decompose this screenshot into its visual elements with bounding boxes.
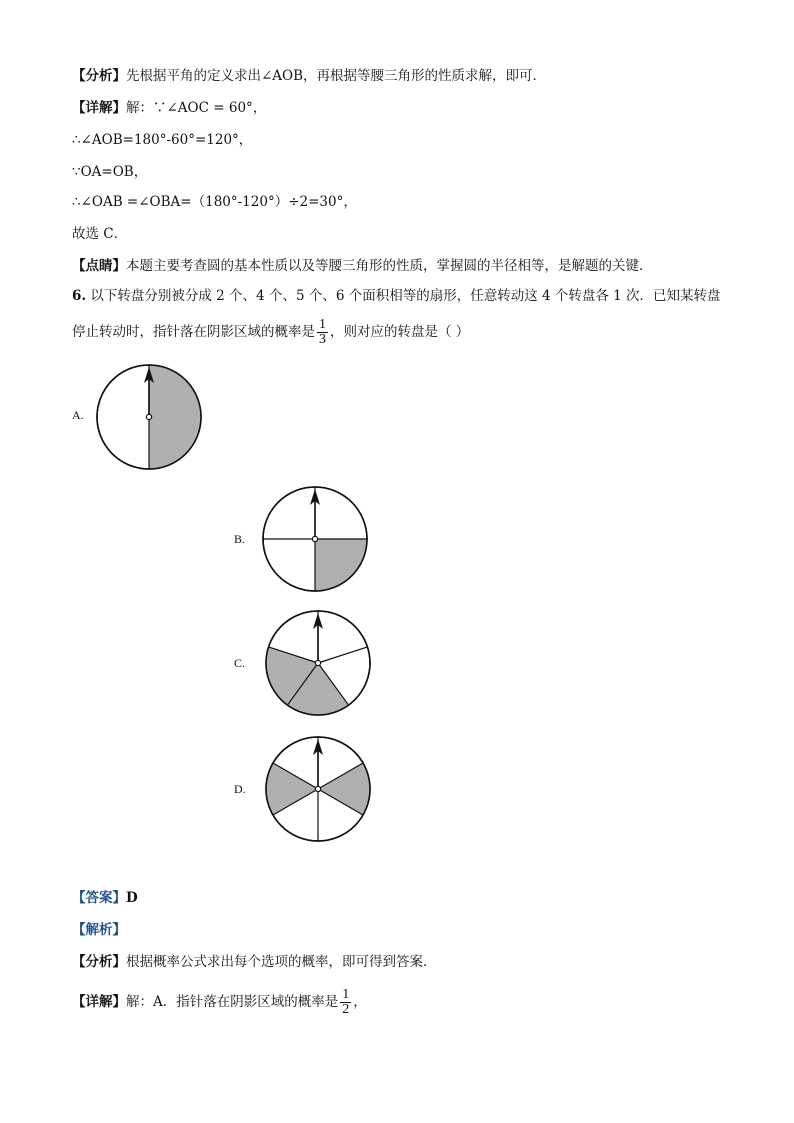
prev-step-3: ∵OA=OB， xyxy=(72,164,148,180)
prev-choice: 故选 C． xyxy=(72,226,128,242)
option-a-label: A. xyxy=(72,408,84,422)
answer-analysis-text: 根据概率公式求出每个选项的概率，即可得到答案． xyxy=(126,954,437,970)
prev-analysis-line xyxy=(72,66,546,86)
prev-comment-line xyxy=(72,256,653,276)
answer-detail-line xyxy=(72,988,367,1017)
option-c-label: C. xyxy=(234,656,246,670)
pivot xyxy=(315,786,320,791)
analysis-tag: 【分析】 xyxy=(72,68,126,84)
question-number: 6. xyxy=(72,288,87,304)
question-text-1: 以下转盘分别被分成 2 个、4 个、5 个、6 个面积相等的扇形，任意转动这 4 个转盘各 1 次．已知某转盘 xyxy=(90,288,721,304)
prev-step-4: ∴∠OAB =∠OBA=（180°-120°）÷2=30°， xyxy=(72,194,357,210)
answer-value: D xyxy=(126,890,138,906)
spinner-b xyxy=(262,486,368,592)
answer-fraction xyxy=(340,988,351,1017)
answer-detail-tag: 【详解】 xyxy=(72,994,126,1010)
question-text-2b: ，则对应的转盘是（ ） xyxy=(330,324,470,340)
analysis-text: 先根据平角的定义求出∠AOB，再根据等腰三角形的性质求解，即可． xyxy=(126,68,547,84)
pivot xyxy=(146,414,151,419)
answer-line xyxy=(72,888,138,908)
prev-step-2: ∴∠AOB=180°-60°=120°， xyxy=(72,132,253,148)
explain-tag: 【解析】 xyxy=(72,922,126,938)
answer-detail-after: ， xyxy=(353,994,367,1010)
answer-fraction-denominator: 2 xyxy=(342,1002,350,1017)
comment-tag: 【点睛】 xyxy=(72,258,126,274)
question-line-2 xyxy=(72,318,469,347)
answer-analysis-line xyxy=(72,952,437,972)
fraction-denominator: 3 xyxy=(319,332,326,347)
option-b-label: B. xyxy=(234,532,246,546)
question-line-1 xyxy=(72,286,721,306)
comment-text: 本题主要考查圆的基本性质以及等腰三角形的性质，掌握圆的半径相等，是解题的关键． xyxy=(126,258,653,274)
fraction-numerator: 1 xyxy=(319,317,326,332)
answer-tag: 【答案】 xyxy=(72,890,126,906)
pivot xyxy=(312,536,317,541)
shaded-sector xyxy=(149,365,201,469)
answer-fraction-numerator: 1 xyxy=(342,987,350,1002)
pivot xyxy=(315,660,320,665)
spinner-c xyxy=(265,610,371,716)
probability-fraction xyxy=(317,318,328,347)
explain-line xyxy=(72,920,126,940)
spinner-d xyxy=(265,736,371,842)
detail-tag: 【详解】 xyxy=(72,100,126,116)
spinner-a xyxy=(96,364,202,470)
answer-detail-text: 解：A．指针落在阴影区域的概率是 xyxy=(126,994,339,1010)
option-d-label: D. xyxy=(234,782,246,796)
question-text-2a: 停止转动时，指针落在阴影区域的概率是 xyxy=(72,324,315,340)
prev-detail-line xyxy=(72,98,266,118)
answer-analysis-tag: 【分析】 xyxy=(72,954,126,970)
detail-text: 解：∵∠AOC = 60°， xyxy=(126,100,267,116)
